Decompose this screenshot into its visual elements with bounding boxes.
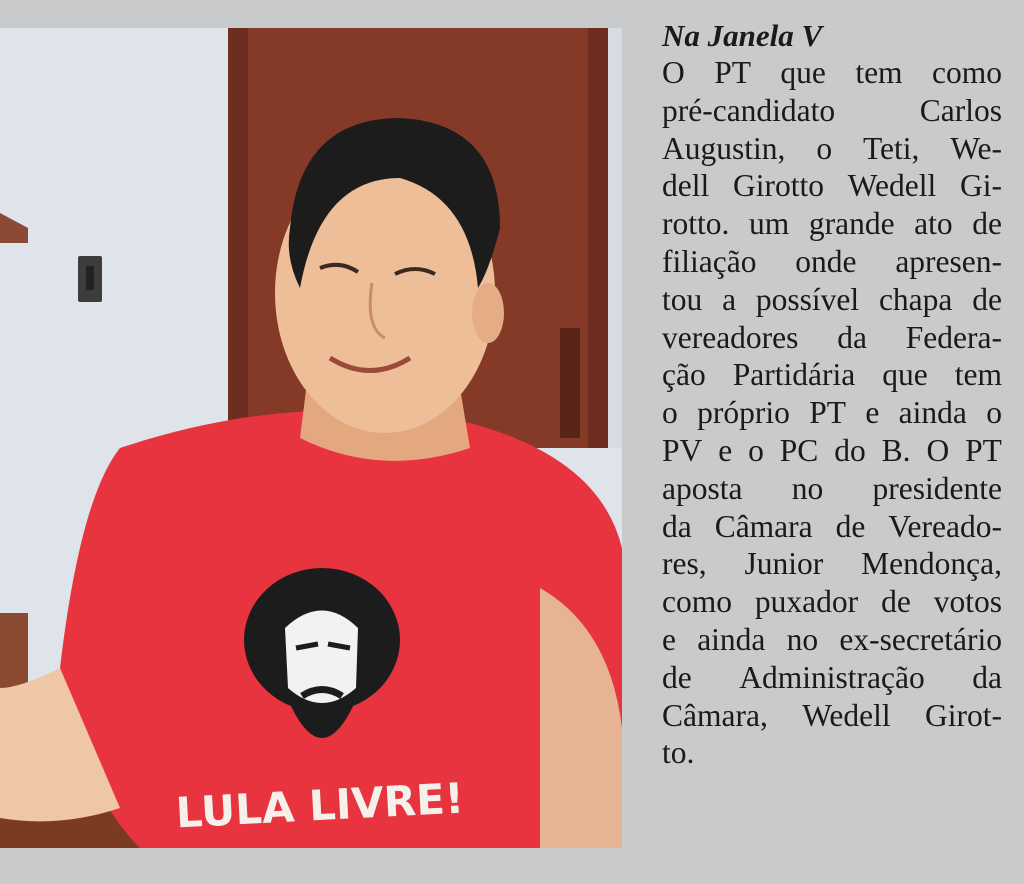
- article-word: ainda: [697, 621, 766, 657]
- article-line: [662, 545, 1002, 583]
- article-word: o: [662, 395, 678, 431]
- article-word: o: [816, 130, 833, 166]
- article-word: apresen-: [895, 243, 1002, 279]
- article-word: Câmara,: [662, 697, 768, 733]
- article-word: Partidária: [732, 357, 856, 393]
- article-line: [662, 130, 1002, 168]
- article-word: de: [972, 206, 1002, 242]
- article-word: da: [972, 659, 1002, 695]
- article-word: ainda: [898, 395, 967, 431]
- article-word: O: [926, 432, 950, 468]
- article-word: Federa-: [905, 319, 1002, 355]
- article-word: votos: [933, 584, 1002, 620]
- article-line: [662, 508, 1002, 546]
- article-word: rotto.: [662, 206, 730, 242]
- article-word: ção: [662, 357, 706, 393]
- article-word: o: [748, 432, 764, 468]
- article-body: [662, 54, 1002, 772]
- article-word: como: [662, 584, 732, 620]
- article-word: Gi-: [959, 168, 1002, 204]
- article-word: de: [835, 508, 866, 544]
- article-word: que: [882, 357, 928, 393]
- article-line: [662, 659, 1002, 697]
- photo-illustration: [0, 28, 622, 848]
- article-word: B.: [881, 432, 911, 468]
- article-word: res,: [662, 546, 707, 582]
- article-word: tem: [855, 55, 903, 90]
- article-word: de: [662, 659, 692, 695]
- article-word: chapa: [878, 281, 953, 317]
- article-word: dell: [662, 168, 710, 204]
- article-line: [662, 205, 1002, 243]
- article-word: O: [662, 55, 685, 90]
- article-line: [662, 281, 1002, 319]
- article-line: [662, 54, 1002, 92]
- article-word: Vereado-: [888, 508, 1002, 544]
- article-photo: [0, 28, 622, 848]
- article-word: Administração: [739, 659, 925, 695]
- article-word: to.: [662, 735, 695, 771]
- article-line: [662, 621, 1002, 659]
- article-word: PT: [809, 395, 846, 431]
- article-word: puxador: [754, 584, 859, 620]
- article-word: no: [786, 621, 819, 657]
- article-word: Girot-: [925, 697, 1002, 733]
- article-word: ato: [914, 206, 953, 242]
- article-word: pré-candidato: [662, 92, 836, 128]
- article-word: PV: [662, 432, 703, 468]
- article-word: Teti,: [862, 130, 920, 166]
- article-word: Wedell: [847, 168, 937, 204]
- article-line: [662, 319, 1002, 357]
- article-word: PT: [965, 432, 1002, 468]
- article-word: aposta: [662, 470, 743, 506]
- article-word: Mendonça,: [861, 546, 1002, 582]
- article-word: Wedell: [802, 697, 891, 733]
- article-word: grande: [808, 206, 895, 242]
- article-line: [662, 92, 1002, 130]
- article-word: do: [834, 432, 866, 468]
- article-line: [662, 243, 1002, 281]
- article-word: de: [972, 281, 1002, 317]
- article-word: Augustin,: [662, 130, 786, 166]
- article-word: PC: [779, 432, 819, 468]
- article-word: presidente: [872, 470, 1002, 506]
- article-line: [662, 734, 1002, 772]
- article-word: Junior: [744, 546, 824, 582]
- article-word: que: [780, 55, 826, 90]
- shirt-print-text: LULA LIVRE!: [174, 773, 466, 838]
- article-word: de: [881, 584, 911, 620]
- article-word: vereadores: [662, 319, 799, 355]
- article-word: onde: [795, 243, 857, 279]
- article-word: próprio: [697, 395, 790, 431]
- article-column: [662, 18, 1002, 772]
- article-word: Girotto: [733, 168, 825, 204]
- article-word: Carlos: [919, 92, 1002, 128]
- article-word: da: [662, 508, 692, 544]
- article-word: e: [662, 621, 676, 657]
- article-word: We-: [950, 130, 1002, 166]
- article-word: tou: [662, 281, 703, 317]
- article-line: [662, 470, 1002, 508]
- article-word: Câmara: [714, 508, 813, 544]
- article-line: [662, 356, 1002, 394]
- article-word: e: [865, 395, 880, 431]
- article-word: da: [837, 319, 867, 355]
- article-line: [662, 583, 1002, 621]
- article-word: como: [932, 55, 1002, 90]
- article-word: ex-secretário: [839, 621, 1002, 657]
- article-line: [662, 394, 1002, 432]
- article-word: no: [791, 470, 824, 506]
- article-word: um: [748, 206, 790, 242]
- article-word: filiação: [662, 243, 757, 279]
- article-word: e: [718, 432, 733, 468]
- article-line: [662, 432, 1002, 470]
- article-word: possível: [755, 281, 860, 317]
- article-headline: Na Janela V: [662, 18, 823, 53]
- article-line: [662, 167, 1002, 205]
- article-word: PT: [714, 55, 751, 90]
- article-word: tem: [954, 357, 1002, 393]
- article-line: [662, 697, 1002, 735]
- article-word: o: [986, 395, 1002, 431]
- article-word: a: [722, 281, 737, 317]
